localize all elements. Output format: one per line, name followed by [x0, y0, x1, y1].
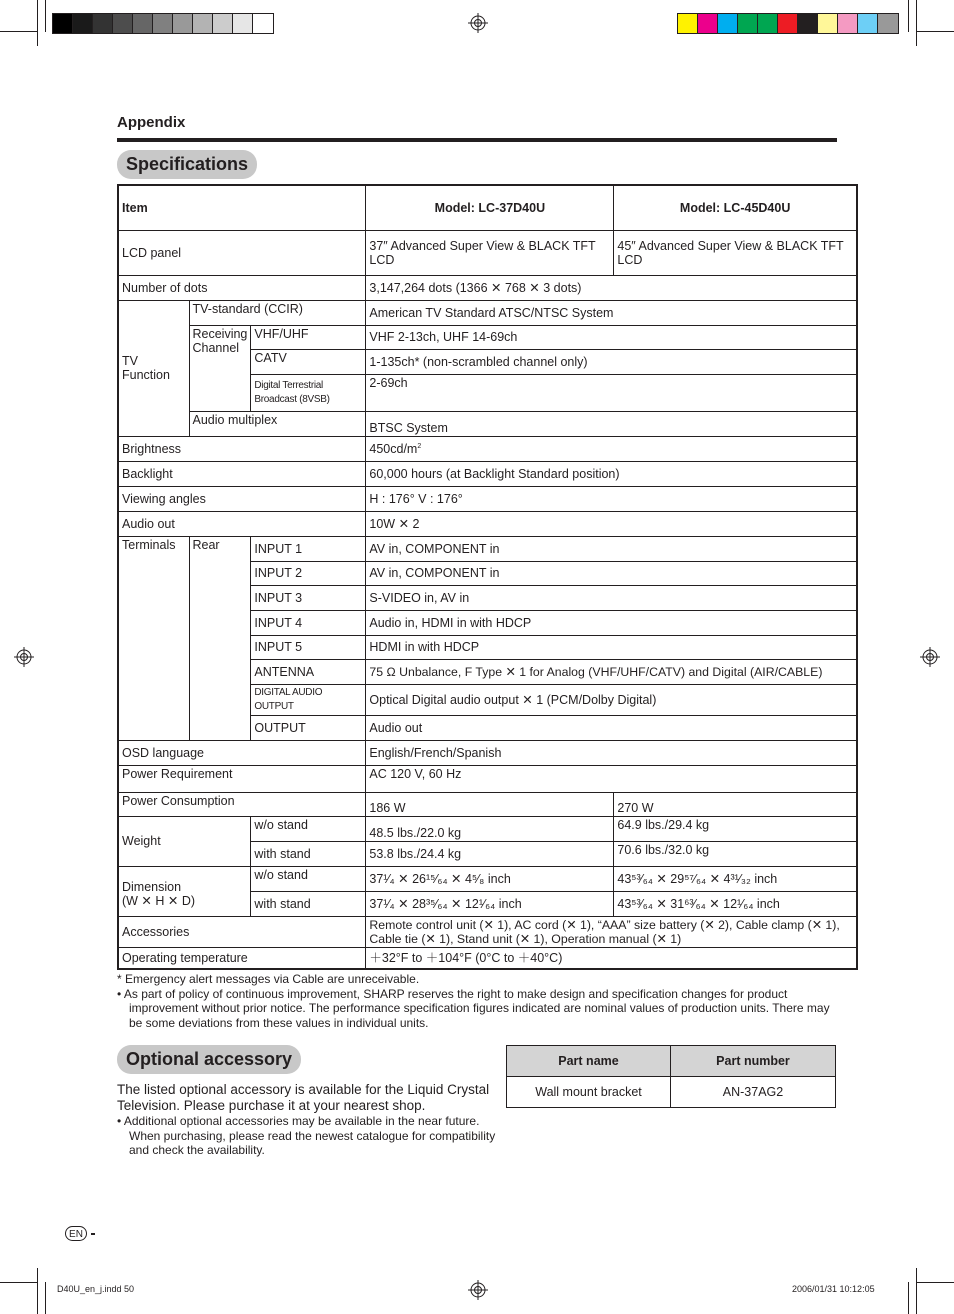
table-row: [118, 536, 857, 561]
specifications-table: [117, 184, 858, 970]
cell-value: 75 Ω Unbalance, F Type ✕ 1 for Analog (VHF/UHF/CATV) and Digital (AIR/CABLE): [366, 659, 857, 684]
registration-mark-icon: [468, 13, 488, 33]
optional-accessory-text: The listed optional accessory is available for the Liquid Crystal Television. Please purchase it at your nearest shop.: [117, 1082, 490, 1113]
cell-value: VHF 2-13ch, UHF 14-69ch: [366, 325, 857, 349]
crop-mark: [916, 1282, 954, 1283]
sub-label: with stand: [251, 841, 366, 866]
row-label: Brightness: [118, 436, 366, 461]
sub-label: Rear: [189, 536, 251, 740]
row-label: Accessories: [118, 916, 366, 947]
terminal-label: DIGITAL AUDIO OUTPUT: [251, 684, 366, 715]
cell-value: BTSC System: [366, 411, 857, 436]
cell-value: 45″ Advanced Super View & BLACK TFT LCD: [614, 230, 857, 275]
table-row: [118, 511, 857, 536]
crop-mark: [916, 1268, 917, 1314]
cell-value: 37¹⁄₄ ✕ 26¹⁵⁄₆₄ ✕ 4⁵⁄₈ inch: [366, 866, 614, 891]
dimension-axes: (W ✕ H ✕ D): [122, 893, 196, 908]
registration-mark-icon: [468, 1280, 488, 1300]
section-label: Appendix: [117, 114, 186, 131]
cell-value: Audio in, HDMI in with HDCP: [366, 610, 857, 635]
table-header-row: [118, 185, 857, 230]
cell-value: ＋32°F to ＋104°F (0°C to ＋40°C): [366, 947, 857, 969]
crop-mark: [908, 1282, 909, 1314]
spec-notes: [117, 972, 839, 1030]
cell-value: 10W ✕ 2: [366, 511, 857, 536]
table-row: [118, 916, 857, 947]
color-swatch: [858, 14, 878, 33]
footer-file: D40U_en_j.indd 50: [57, 1284, 135, 1294]
sub-label: Digital Terrestrial Broadcast (8VSB): [251, 374, 366, 411]
crop-mark: [45, 0, 46, 32]
header-part-number: Part number: [671, 1046, 836, 1077]
terminal-label: INPUT 2: [251, 561, 366, 585]
cell-value: AC 120 V, 60 Hz: [366, 765, 857, 792]
cell-value: 53.8 lbs./24.4 kg: [366, 841, 614, 866]
cell-value: 48.5 lbs./22.0 kg: [366, 816, 614, 841]
crop-mark: [0, 1282, 38, 1283]
color-swatch: [93, 14, 113, 33]
row-label: LCD panel: [118, 230, 366, 275]
crop-mark: [37, 1268, 38, 1314]
part-number: AN-37AG2: [671, 1077, 836, 1108]
cell-value: 37″ Advanced Super View & BLACK TFT LCD: [366, 230, 614, 275]
crop-mark: [37, 0, 38, 46]
row-label: Viewing angles: [118, 486, 366, 511]
sub-label: VHF/UHF: [251, 325, 366, 349]
table-row: [118, 866, 857, 891]
sub-label: w/o stand: [251, 816, 366, 841]
cell-value: [366, 436, 857, 461]
crop-mark: [916, 0, 917, 46]
header-part-name: Part name: [507, 1046, 671, 1077]
color-swatch: [153, 14, 173, 33]
brightness-unit-sup: 2: [417, 443, 422, 451]
color-swatch: [738, 14, 758, 33]
header-item: Item: [118, 185, 366, 230]
terminal-label: INPUT 5: [251, 635, 366, 659]
specifications-heading: Specifications: [117, 150, 257, 179]
row-label: [118, 866, 251, 916]
crop-mark: [45, 1282, 46, 1314]
cell-value: 2-69ch: [366, 374, 857, 411]
header-model-a: Model: LC-37D40U: [366, 185, 614, 230]
cell-value: 43⁵³⁄₆₄ ✕ 29⁵⁷⁄₆₄ ✕ 4³¹⁄₃₂ inch: [614, 866, 857, 891]
color-swatch: [73, 14, 93, 33]
table-row: [118, 816, 857, 841]
cell-value: 1-135ch* (non-scrambled channel only): [366, 349, 857, 374]
terminal-label: ANTENNA: [251, 659, 366, 684]
cell-value: 64.9 lbs./29.4 kg: [614, 816, 857, 841]
cell-value: HDMI in with HDCP: [366, 635, 857, 659]
optional-accessory-note: [117, 1114, 497, 1158]
table-row: [118, 765, 857, 792]
part-name: Wall mount bracket: [507, 1077, 671, 1108]
table-row: [118, 740, 857, 765]
color-swatch: [53, 14, 73, 33]
color-swatch: [838, 14, 858, 33]
terminal-label: INPUT 4: [251, 610, 366, 635]
row-label: Weight: [118, 816, 251, 866]
cell-value: AV in, COMPONENT in: [366, 561, 857, 585]
cell-value: AV in, COMPONENT in: [366, 536, 857, 561]
color-swatch: [698, 14, 718, 33]
sub-label: Receiving Channel: [189, 325, 251, 411]
row-label: Power Consumption: [118, 792, 366, 816]
row-label: Operating temperature: [118, 947, 366, 969]
table-row: [118, 300, 857, 325]
row-label: Audio out: [118, 511, 366, 536]
color-swatch: [758, 14, 778, 33]
cell-value: 3,147,264 dots (1366 ✕ 768 ✕ 3 dots): [366, 275, 857, 300]
registration-mark-icon: [920, 647, 940, 667]
color-swatch: [133, 14, 153, 33]
color-bar: [677, 13, 899, 34]
crop-mark: [916, 31, 954, 32]
table-row: [118, 792, 857, 816]
dimension-label: Dimension: [122, 879, 182, 894]
color-swatch: [678, 14, 698, 33]
cell-value: 37¹⁄₄ ✕ 28³⁵⁄₆₄ ✕ 12¹⁄₆₄ inch: [366, 891, 614, 916]
color-swatch: [778, 14, 798, 33]
cell-value: S-VIDEO in, AV in: [366, 585, 857, 610]
cell-value: Audio out: [366, 715, 857, 740]
row-label: Power Requirement: [118, 765, 366, 792]
header-model-b: Model: LC-45D40U: [614, 185, 857, 230]
registration-mark-icon: [14, 647, 34, 667]
table-row: [118, 486, 857, 511]
color-swatch: [113, 14, 133, 33]
cell-value: American TV Standard ATSC/NTSC System: [366, 300, 857, 325]
table-row: [118, 947, 857, 969]
note-item: • Additional optional accessories may be available in the near future. When purchasing, please read the newest catalogue for compatibility and check the availability.: [117, 1114, 496, 1157]
cell-value: 270 W: [614, 792, 857, 816]
note-item: • As part of policy of continuous improvement, SHARP reserves the right to make design and specification changes for product improvement without prior notice. The performance specification figures indicated are nominal values of production units. There may be some deviations from these values in individual units.: [117, 986, 830, 1030]
crop-mark: [908, 0, 909, 32]
color-swatch: [798, 14, 818, 33]
sub-label: with stand: [251, 891, 366, 916]
crop-mark: [0, 31, 38, 32]
cell-value: 60,000 hours (at Backlight Standard position): [366, 461, 857, 486]
footer-date: 2006/01/31 10:12:05: [792, 1284, 875, 1294]
table-row: [118, 436, 857, 461]
table-row: [118, 411, 857, 436]
cell-value: Optical Digital audio output ✕ 1 (PCM/Dolby Digital): [366, 684, 857, 715]
color-swatch: [213, 14, 233, 33]
section-rule: [117, 138, 837, 142]
terminal-label: INPUT 1: [251, 536, 366, 561]
optional-accessory-heading: Optional accessory: [117, 1045, 301, 1074]
table-row: [118, 461, 857, 486]
cell-value: H : 176° V : 176°: [366, 486, 857, 511]
part-table: [506, 1045, 836, 1108]
color-swatch: [253, 14, 273, 33]
grayscale-bar: [52, 13, 274, 34]
terminal-label: OUTPUT: [251, 715, 366, 740]
cell-value: 70.6 lbs./32.0 kg: [614, 841, 857, 866]
cell-value: 186 W: [366, 792, 614, 816]
page-dash: [91, 1233, 95, 1235]
table-row: [118, 325, 857, 349]
sub-label: CATV: [251, 349, 366, 374]
sub-label: TV-standard (CCIR): [189, 300, 366, 325]
color-swatch: [193, 14, 213, 33]
terminal-label: INPUT 3: [251, 585, 366, 610]
note-item: * Emergency alert messages via Cable are unreceivable.: [117, 972, 420, 986]
color-swatch: [718, 14, 738, 33]
row-label: Number of dots: [118, 275, 366, 300]
color-swatch: [173, 14, 193, 33]
table-row: [507, 1077, 836, 1108]
color-swatch: [878, 14, 898, 33]
sub-label: Audio multiplex: [189, 411, 366, 436]
row-label: Backlight: [118, 461, 366, 486]
cell-value: English/French/Spanish: [366, 740, 857, 765]
sub-label: w/o stand: [251, 866, 366, 891]
cell-value: 43⁵³⁄₆₄ ✕ 31⁶³⁄₆₄ ✕ 12¹⁄₆₄ inch: [614, 891, 857, 916]
language-badge: EN: [65, 1226, 87, 1241]
part-table-header: [507, 1046, 836, 1077]
table-row: [118, 275, 857, 300]
brightness-value: 450cd/m: [369, 442, 418, 457]
color-swatch: [233, 14, 253, 33]
row-label: OSD language: [118, 740, 366, 765]
row-label: Terminals: [118, 536, 189, 740]
cell-value: Remote control unit (✕ 1), AC cord (✕ 1), “AAA” size battery (✕ 2), Cable clamp (✕ 1), Cable tie (✕ 1), Stand unit (✕ 1), Operation manual (✕ 1): [366, 916, 857, 947]
color-swatch: [818, 14, 838, 33]
table-row: [118, 230, 857, 275]
row-label: TV Function: [118, 300, 189, 436]
